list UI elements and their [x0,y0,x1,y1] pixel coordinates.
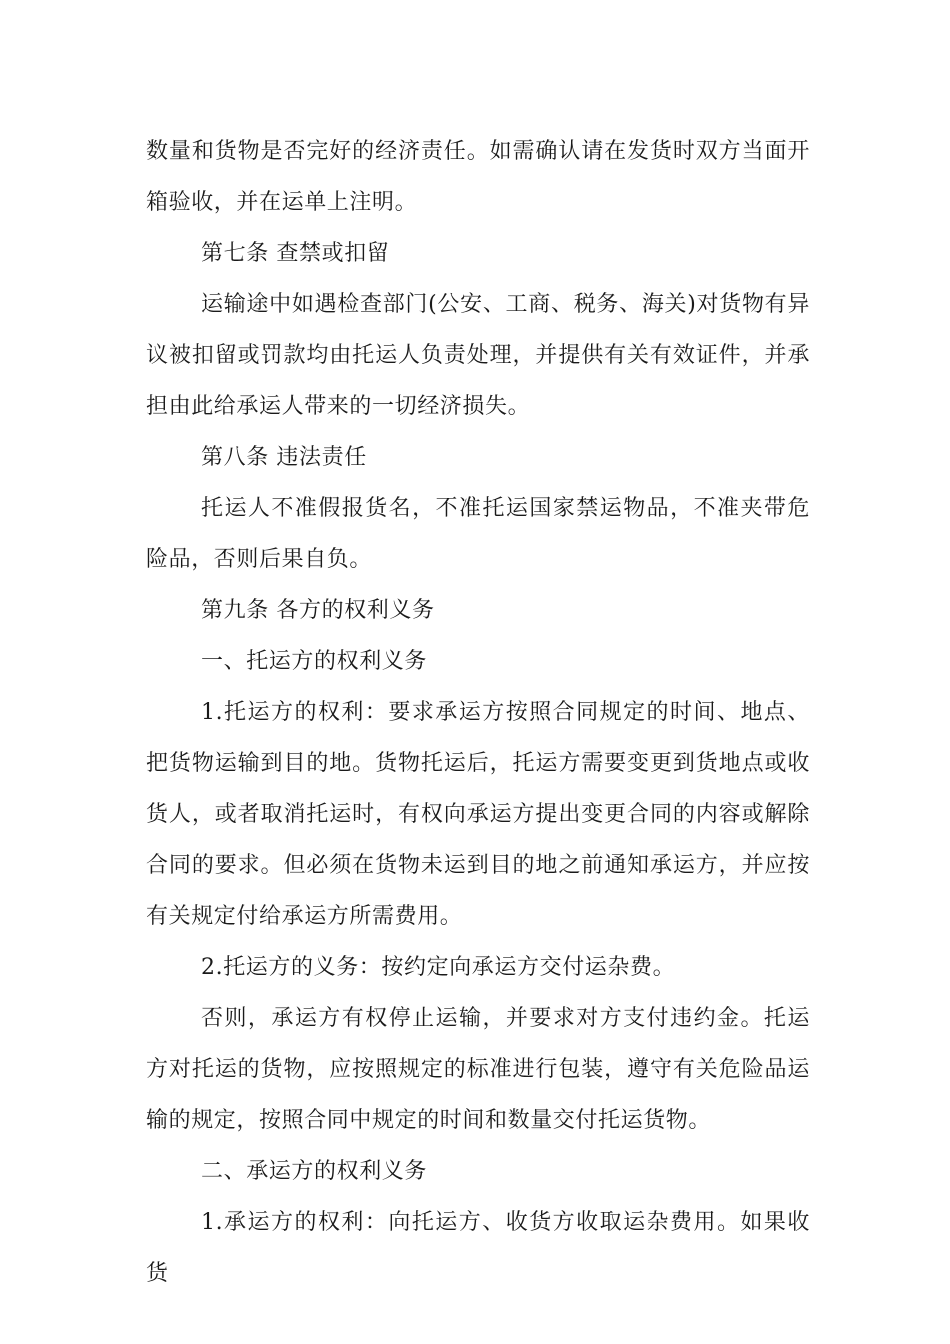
shipper-obligations: 2.托运方的义务：按约定向承运方交付运杂费。 [201,955,676,980]
carrier-section-heading: 二、承运方的权利义务 [201,1159,428,1184]
shipper-obligations-detail: 否则，承运方有权停止运输，并要求对方支付违约金。托运方对托运的货物，应按照规定的标准进行包装，遵守有关危险品运输的规定，按照合同中规定的时间和数量交付托运货物。 [146,1006,810,1133]
carrier-rights: 1.承运方的权利：向托运方、收货方收取运杂费用。如果收货 [146,1210,810,1286]
shipper-rights: 1.托运方的权利：要求承运方按照合同规定的时间、地点、把货物运输到目的地。货物托运后，托运方需要变更到货地点或收货人，或者取消托运时，有权向承运方提出变更合同的内容或解除合同的要求。但必须在货物未运到目的地之前通知承运方，并应按有关规定付给承运方所需费用。 [146,700,810,929]
document-body [146,126,810,1299]
paragraph-continuation: 数量和货物是否完好的经济责任。如需确认请在发货时双方当面开箱验收，并在运单上注明。 [146,139,810,215]
article-7-heading: 第七条 查禁或扣留 [201,241,390,266]
article-9-heading: 第九条 各方的权利义务 [201,598,435,623]
article-7-body: 运输途中如遇检查部门(公安、工商、税务、海关)对货物有异议被扣留或罚款均由托运人负责处理，并提供有关有效证件，并承担由此给承运人带来的一切经济损失。 [146,292,810,419]
article-8-body: 托运人不准假报货名，不准托运国家禁运物品，不准夹带危险品，否则后果自负。 [146,496,810,572]
article-8-heading: 第八条 违法责任 [201,445,367,470]
shipper-section-heading: 一、托运方的权利义务 [201,649,428,674]
